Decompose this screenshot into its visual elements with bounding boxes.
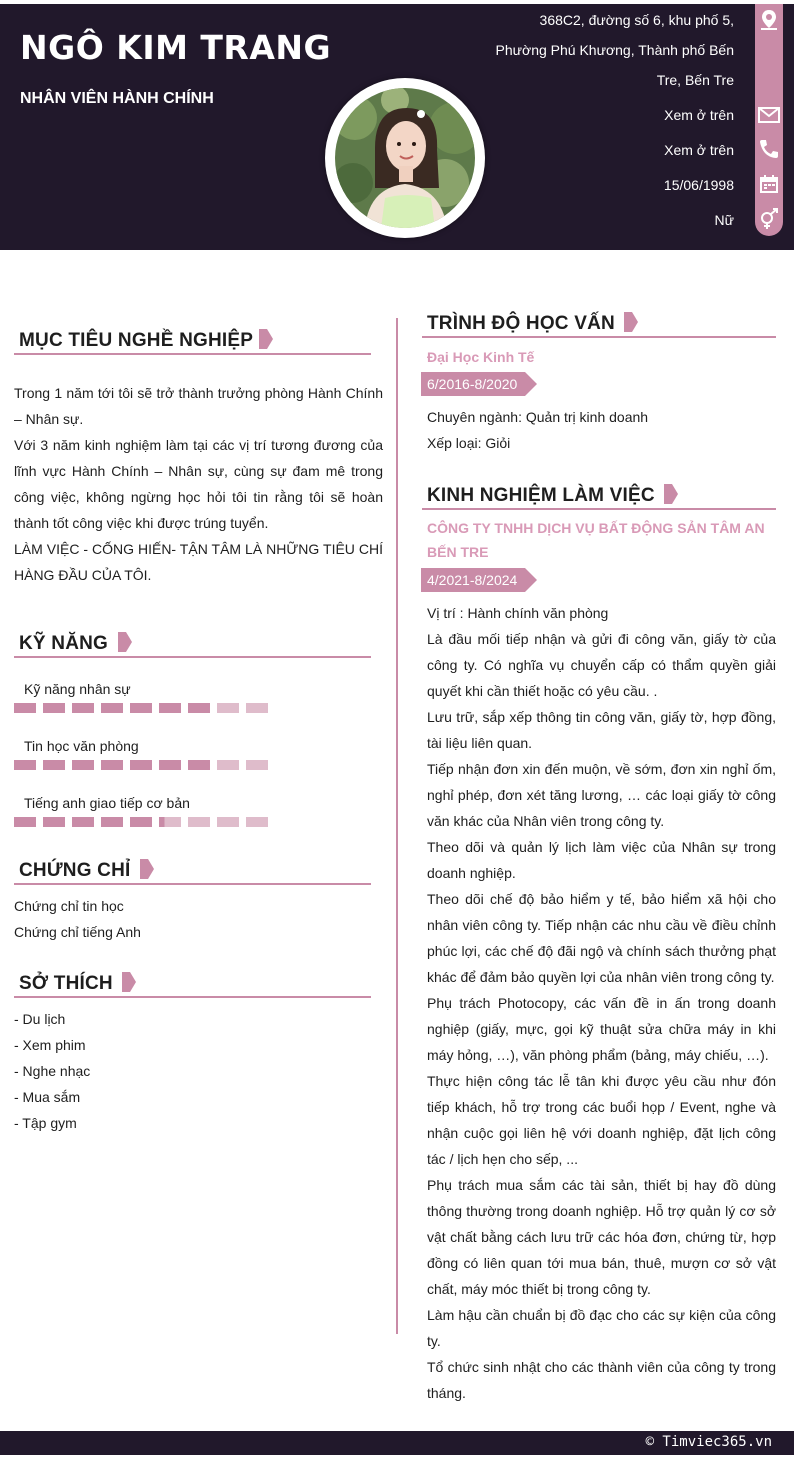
skill-label: Tin học văn phòng — [24, 738, 139, 754]
contact-gender: Nữ — [714, 212, 734, 228]
contact-phone: Xem ở trên — [664, 142, 734, 158]
experience-period-tag — [421, 568, 537, 592]
skill-level-segment — [72, 703, 94, 713]
experience-duty: Theo dõi chế độ bảo hiểm y tế, bảo hiểm xã hội cho nhân viên công ty. Tiếp nhận các nhu cầu về điều chỉnh phúc lợi, các chế độ đãi ngộ và chính sách thưởng phạt khác để đảm bảo quyền lợi của nhân viên trong công ty. — [427, 891, 776, 985]
skill-level-segment — [159, 760, 181, 770]
experience-section-title: KINH NGHIỆM LÀM VIỆC — [427, 485, 655, 506]
section-underline — [422, 336, 776, 338]
skill-level-segment — [14, 703, 36, 713]
contact-birthday: 15/06/1998 — [663, 177, 734, 193]
objective-paragraph-1: Trong 1 năm tới tôi sẽ trở thành trưởng phòng Hành Chính – Nhân sự. — [14, 385, 383, 427]
objective-paragraph-3: LÀM VIỆC - CỐNG HIẾN- TẬN TÂM LÀ NHỮNG TIÊU CHÍ HÀNG ĐẦU CỦA TÔI. — [14, 541, 383, 583]
experience-duty: Thực hiện công tác lễ tân khi được yêu cầu như đón tiếp khách, hỗ trợ trong các buổi họp / Event, nghe và nhận cuộc gọi liên hệ với doanh nghiệp, đặt lịch công tác / lịch hẹn cho sếp, ... — [427, 1073, 776, 1167]
experience-role: Vị trí : Hành chính văn phòng — [427, 605, 609, 621]
column-divider — [396, 318, 398, 1334]
objective-paragraph-2: Với 3 năm kinh nghiệm làm tại các vị trí tương đương của lĩnh vực Hành Chính – Nhân sự, cùng sự đam mê trong công việc, không ngừng học hỏi tôi tin rằng tôi sẽ hoàn thành tốt công việc khi được trúng tuyển. — [14, 437, 383, 531]
skill-level-segment — [217, 703, 239, 713]
contact-address-line3: Tre, Bến Tre — [656, 72, 734, 88]
experience-duty: Tổ chức sinh nhật cho các thành viên của công ty trong tháng. — [427, 1359, 776, 1401]
contact-address-line1: 368C2, đường số 6, khu phố 5, — [539, 12, 734, 28]
section-arrow-icon — [624, 312, 638, 332]
skill-level-segment — [14, 817, 36, 827]
skill-level-segment — [101, 703, 123, 713]
skill-level-segment — [188, 817, 210, 827]
education-major: Chuyên ngành: Quản trị kinh doanh — [427, 409, 649, 425]
candidate-position: NHÂN VIÊN HÀNH CHÍNH — [20, 90, 214, 107]
footer-bar — [0, 1431, 794, 1455]
section-arrow-icon — [140, 859, 154, 879]
skill-label: Kỹ năng nhân sự — [24, 681, 131, 697]
section-underline — [14, 656, 371, 658]
skill-level-bar — [14, 817, 275, 827]
candidate-name: NGÔ KIM TRANG — [20, 28, 332, 67]
avatar — [335, 88, 475, 228]
skill-level-bar — [14, 760, 275, 770]
gender-icon — [757, 207, 781, 231]
skill-level-segment — [101, 817, 123, 827]
experience-duty: Là đầu mối tiếp nhận và gửi đi công văn, giấy tờ của công ty. Có nghĩa vụ chuyển cấp có thẩm quyền giải quyết khi cần thiết hoặc có yêu cầu. . — [427, 631, 776, 699]
section-underline — [422, 508, 776, 510]
education-school: Đại Học Kinh Tế — [427, 349, 535, 365]
section-underline — [14, 353, 371, 355]
skill-level-segment — [246, 703, 268, 713]
calendar-icon — [757, 172, 781, 196]
education-period: 6/2016-8/2020 — [427, 376, 518, 392]
experience-company: CÔNG TY TNHH DỊCH VỤ BẤT ĐỘNG SẢN TÂM AN BẾN TRE — [427, 520, 765, 560]
skill-label: Tiếng anh giao tiếp cơ bản — [24, 795, 190, 811]
experience-duty: Theo dõi và quản lý lịch làm việc của Nhân sự trong doanh nghiệp. — [427, 839, 776, 881]
skill-level-segment — [43, 760, 65, 770]
hobby-item: - Du lịch — [14, 1011, 66, 1027]
experience-duty: Phụ trách Photocopy, các vấn đề in ấn trong doanh nghiệp (giấy, mực, gọi kỹ thuật sửa chữa máy in khi máy hỏng, …), văn phòng phẩm (bảng, máy chiếu, …). — [427, 995, 776, 1063]
skill-level-segment — [159, 817, 181, 827]
experience-duty: Lưu trữ, sắp xếp thông tin công văn, giấy tờ, hợp đồng, tài liệu liên quan. — [427, 709, 776, 751]
section-arrow-icon — [259, 329, 273, 349]
skill-level-segment — [72, 760, 94, 770]
education-period-tag — [421, 372, 537, 396]
skill-level-segment — [101, 760, 123, 770]
section-arrow-icon — [122, 972, 136, 992]
skill-level-segment — [130, 817, 152, 827]
education-section-title: TRÌNH ĐỘ HỌC VẤN — [427, 313, 615, 334]
certificate-item: Chứng chỉ tiếng Anh — [14, 924, 141, 940]
skills-section-title: KỸ NĂNG — [19, 633, 109, 654]
hobby-item: - Nghe nhạc — [14, 1063, 91, 1079]
skill-level-segment — [217, 817, 239, 827]
skill-level-segment — [43, 817, 65, 827]
section-underline — [14, 996, 371, 998]
skill-level-segment — [130, 760, 152, 770]
certificate-item: Chứng chỉ tin học — [14, 898, 124, 914]
hobby-item: - Mua sắm — [14, 1089, 81, 1105]
education-grade: Xếp loại: Giỏi — [427, 435, 511, 451]
location-icon — [757, 8, 781, 32]
skill-level-segment — [217, 760, 239, 770]
skill-level-segment — [159, 703, 181, 713]
skill-level-bar — [14, 703, 275, 713]
skill-level-segment — [43, 703, 65, 713]
skill-level-segment — [188, 703, 210, 713]
hobby-item: - Xem phim — [14, 1037, 86, 1053]
contact-address-line2: Phường Phú Khương, Thành phố Bến — [495, 42, 734, 58]
skill-level-segment — [14, 760, 36, 770]
skill-level-segment — [246, 817, 268, 827]
contact-email: Xem ở trên — [664, 107, 734, 123]
skill-level-segment — [246, 760, 268, 770]
phone-icon — [757, 137, 781, 161]
skill-level-segment — [188, 760, 210, 770]
section-arrow-icon — [118, 632, 132, 652]
experience-period: 4/2021-8/2024 — [427, 572, 518, 588]
certificates-section-title: CHỨNG CHỈ — [19, 860, 131, 881]
experience-duty: Tiếp nhận đơn xin đến muộn, về sớm, đơn xin nghỉ ốm, nghỉ phép, đơn xét tăng lương, … các loại giấy tờ công văn khác của Nhân viên trong công ty. — [427, 761, 776, 829]
hobbies-section-title: SỞ THÍCH — [19, 973, 113, 994]
skill-level-segment — [130, 703, 152, 713]
experience-duty: Phụ trách mua sắm các tài sản, thiết bị hay đồ dùng thông thường trong doanh nghiệp. Hỗ trợ quản lý cơ sở vật chất bằng cách lưu trữ các hóa đơn, chứng từ, hợp đồng có liên quan tới mua bán, thuê, mượn cơ sở vật chất, máy móc thiết bị trong công ty. — [427, 1177, 776, 1297]
mail-icon — [757, 103, 781, 127]
skill-level-segment — [72, 817, 94, 827]
section-underline — [14, 883, 371, 885]
hobby-item: - Tập gym — [14, 1115, 77, 1131]
section-arrow-icon — [664, 484, 678, 504]
footer-copyright: © Timviec365.vn — [645, 1434, 772, 1450]
experience-duty: Làm hậu cần chuẩn bị đồ đạc cho các sự kiện của công ty. — [427, 1307, 776, 1349]
objective-section-title: MỤC TIÊU NGHỀ NGHIỆP — [19, 330, 254, 351]
